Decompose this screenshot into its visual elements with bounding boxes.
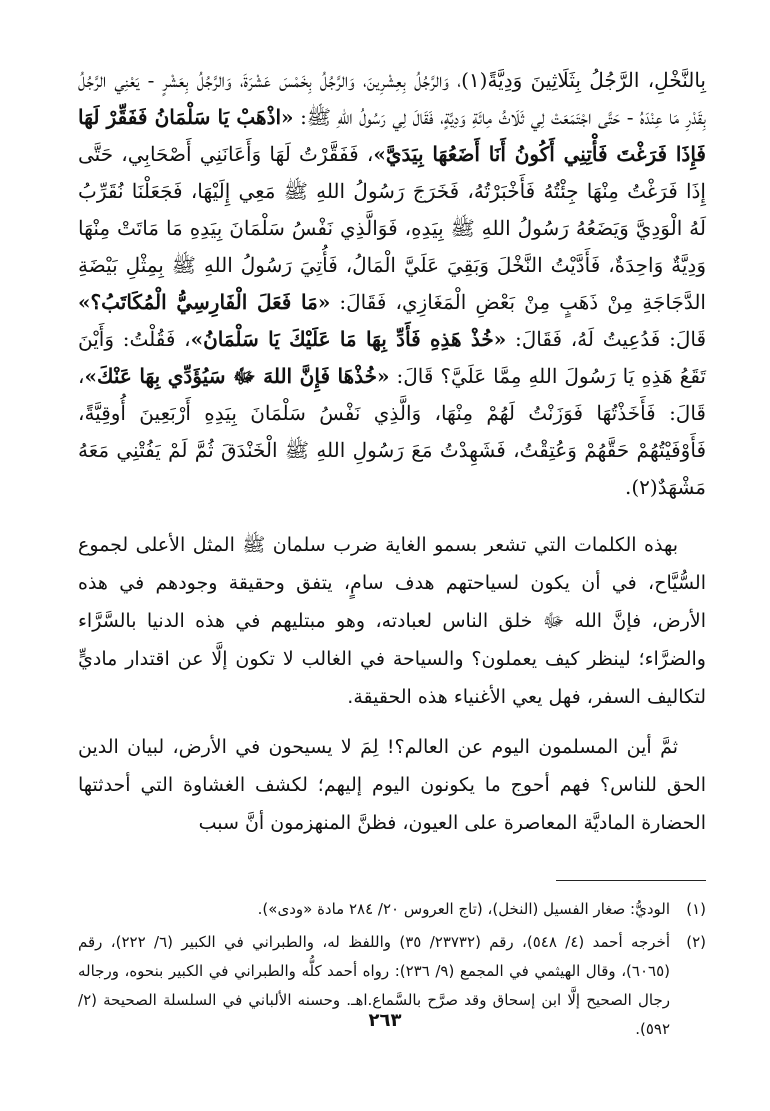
hadith-part-1: بِالنَّخْلِ، الرَّجُلُ بِثَلَاثِينَ وَدِيَّةً(١)، وَالرَّجُلُ بِعِشْرِينَ، وَالرَّجُلُ بِخَمْسَ عَشْرَةَ، وَالرَّجُلُ بِعَشْرٍ - يَعْنِي الرَّجُلُ بِقَدْرِ مَا عِنْدَهُ - حَتَّى اجْتَمَعَتْ لِي ثَلَاثُ مِائَةِ وَدِيَّةٍ، فَقَالَ لِي رَسُولُ اللهِ ﷺ:: [78, 68, 707, 129]
footnote-divider: [556, 880, 706, 881]
page-content: [78, 62, 706, 1048]
hadith-quote-2: «مَا فَعَلَ الْفَارِسِيُّ الْمُكَاتَبُ؟»: [78, 290, 331, 314]
commentary-paragraph-2: ثمَّ أين المسلمون اليوم عن العالم؟! لِمَ لا يسيحون في الأرض، لبيان الدين الحق للناس؟ فهم أحوج ما يكونون اليوم إليهم؛ لكشف الغشاوة التي أحدثتها الحضارة الماديَّة المعاصرة على العيون، فظنَّ المنهزمون أنَّ سبب: [78, 736, 706, 834]
hadith-part-4: ، فَقُلْتُ: وَأَيْنَ تَقَعُ هَذِهِ يَا رَسُولَ اللهِ مِمَّا عَلَيَّ؟ قَالَ:: [78, 327, 706, 388]
hadith-quote-3: «خُذْ هَذِهِ فَأَدِّ بِهَا مَا عَلَيْكَ يَا سَلْمَانُ»: [190, 327, 507, 351]
footnote-item: [78, 895, 706, 924]
page-number: ٢٦٣: [368, 1010, 402, 1031]
hadith-quote-1: «اذْهَبْ يَا سَلْمَانُ فَفَقِّرْ لَهَا فَإِذَا فَرَغْتَ فَأْتِنِي أَكُونُ أَنَا أَضَعُهَا بِيَدَيَّ»: [78, 105, 706, 166]
commentary-paragraph-1: بهذه الكلمات التي تشعر بسمو الغاية ضرب سلمان ﷺ المثل الأعلى لجموع السُّيَّاح، في أن يكون لسياحتهم هدف سامٍ، يتفق وحقيقة وجودهم في هذه الأرض، فإنَّ الله ﷻ خلق الناس لعبادته، وهو مبتليهم في هذه الدنيا بالسَّرَّاء والضرَّاء؛ لينظر كيف يعملون؟ والسياحة في الغالب لا تكون إلَّا عن اقتدار ماديٍّ لتكاليف السفر، فهل يعي الأغنياء هذه الحقيقة.: [78, 534, 706, 708]
footnote-text: أخرجه أحمد (٤/ ٥٤٨)، رقم (٢٣٧٣٢/ ٣٥) واللفظ له، والطبراني في الكبير (٦/ ٢٢٢)، رقم (٦٠٦٥)، وقال الهيثمي في المجمع (٩/ ٢٣٦): رواه أحمد كلُّه والطبراني في الكبير بنحوه، ورجاله رجال الصحيح إلَّا ابن إسحاق وقد صرَّح بالسَّماع.اهـ. وحسنه الألباني في السلسلة الصحيحة (٢/ ٥٩٢).: [78, 933, 671, 1038]
footnote-number: (١): [686, 900, 706, 918]
footnote-number: (٢): [686, 933, 706, 951]
hadith-text: [78, 62, 706, 506]
hadith-part-3: قَالَ: فَدُعِيتُ لَهُ، فَقَالَ:: [514, 327, 707, 351]
hadith-part-2: ، فَفَقَّرْتُ لَهَا وَأَعَانَنِي أَصْحَابِي، حَتَّى إِذَا فَرَغْتُ مِنْهَا جِئْتُهُ فَأَخْبَرْتُهُ، فَخَرَجَ رَسُولُ اللهِ ﷺ مَعِي إِلَيْهَا، فَجَعَلْنَا نُقَرِّبُ لَهُ الْوَدِيَّ وَيَضَعُهُ رَسُولُ اللهِ ﷺ بِيَدِهِ، فَوَالَّذِي نَفْسُ سَلْمَانَ بِيَدِهِ مَا مَاتَتْ مِنْهَا وَدِيَّةٌ وَاحِدَةٌ، فَأَدَّيْتُ النَّخْلَ وَبَقِيَ عَلَيَّ الْمَالُ، فَأُتِيَ رَسُولُ اللهِ ﷺ بِمِثْلِ بَيْضَةِ الدَّجَاجَةِ مِنْ ذَهَبٍ مِنْ بَعْضِ الْمَغَازِي، فَقَالَ:: [78, 142, 706, 314]
hadith-quote-4: «خُذْهَا فَإِنَّ اللهَ ﷻ سَيُؤَدِّي بِهَا عَنْكَ»: [84, 364, 390, 388]
footnote-text: الوديُّ: صغار الفسيل (النخل)، (تاج العروس ٢٠/ ٢٨٤ مادة «ودى»).: [257, 900, 670, 918]
hadith-part-5: ، قَالَ: فَأَخَذْتُهَا فَوَزَنْتُ لَهُمْ مِنْهَا، وَالَّذِي نَفْسُ سَلْمَانَ بِيَدِهِ أَرْبَعِينَ أُوقِيَّةً، فَأَوْفَيْتُهُمْ حَقَّهُمْ وَعُتِقْتُ، فَشَهِدْتُ مَعَ رَسُولِ اللهِ ﷺ الْخَنْدَقَ ثُمَّ لَمْ يَفُتْنِي مَعَهُ مَشْهَدٌ(٢).: [78, 364, 706, 499]
